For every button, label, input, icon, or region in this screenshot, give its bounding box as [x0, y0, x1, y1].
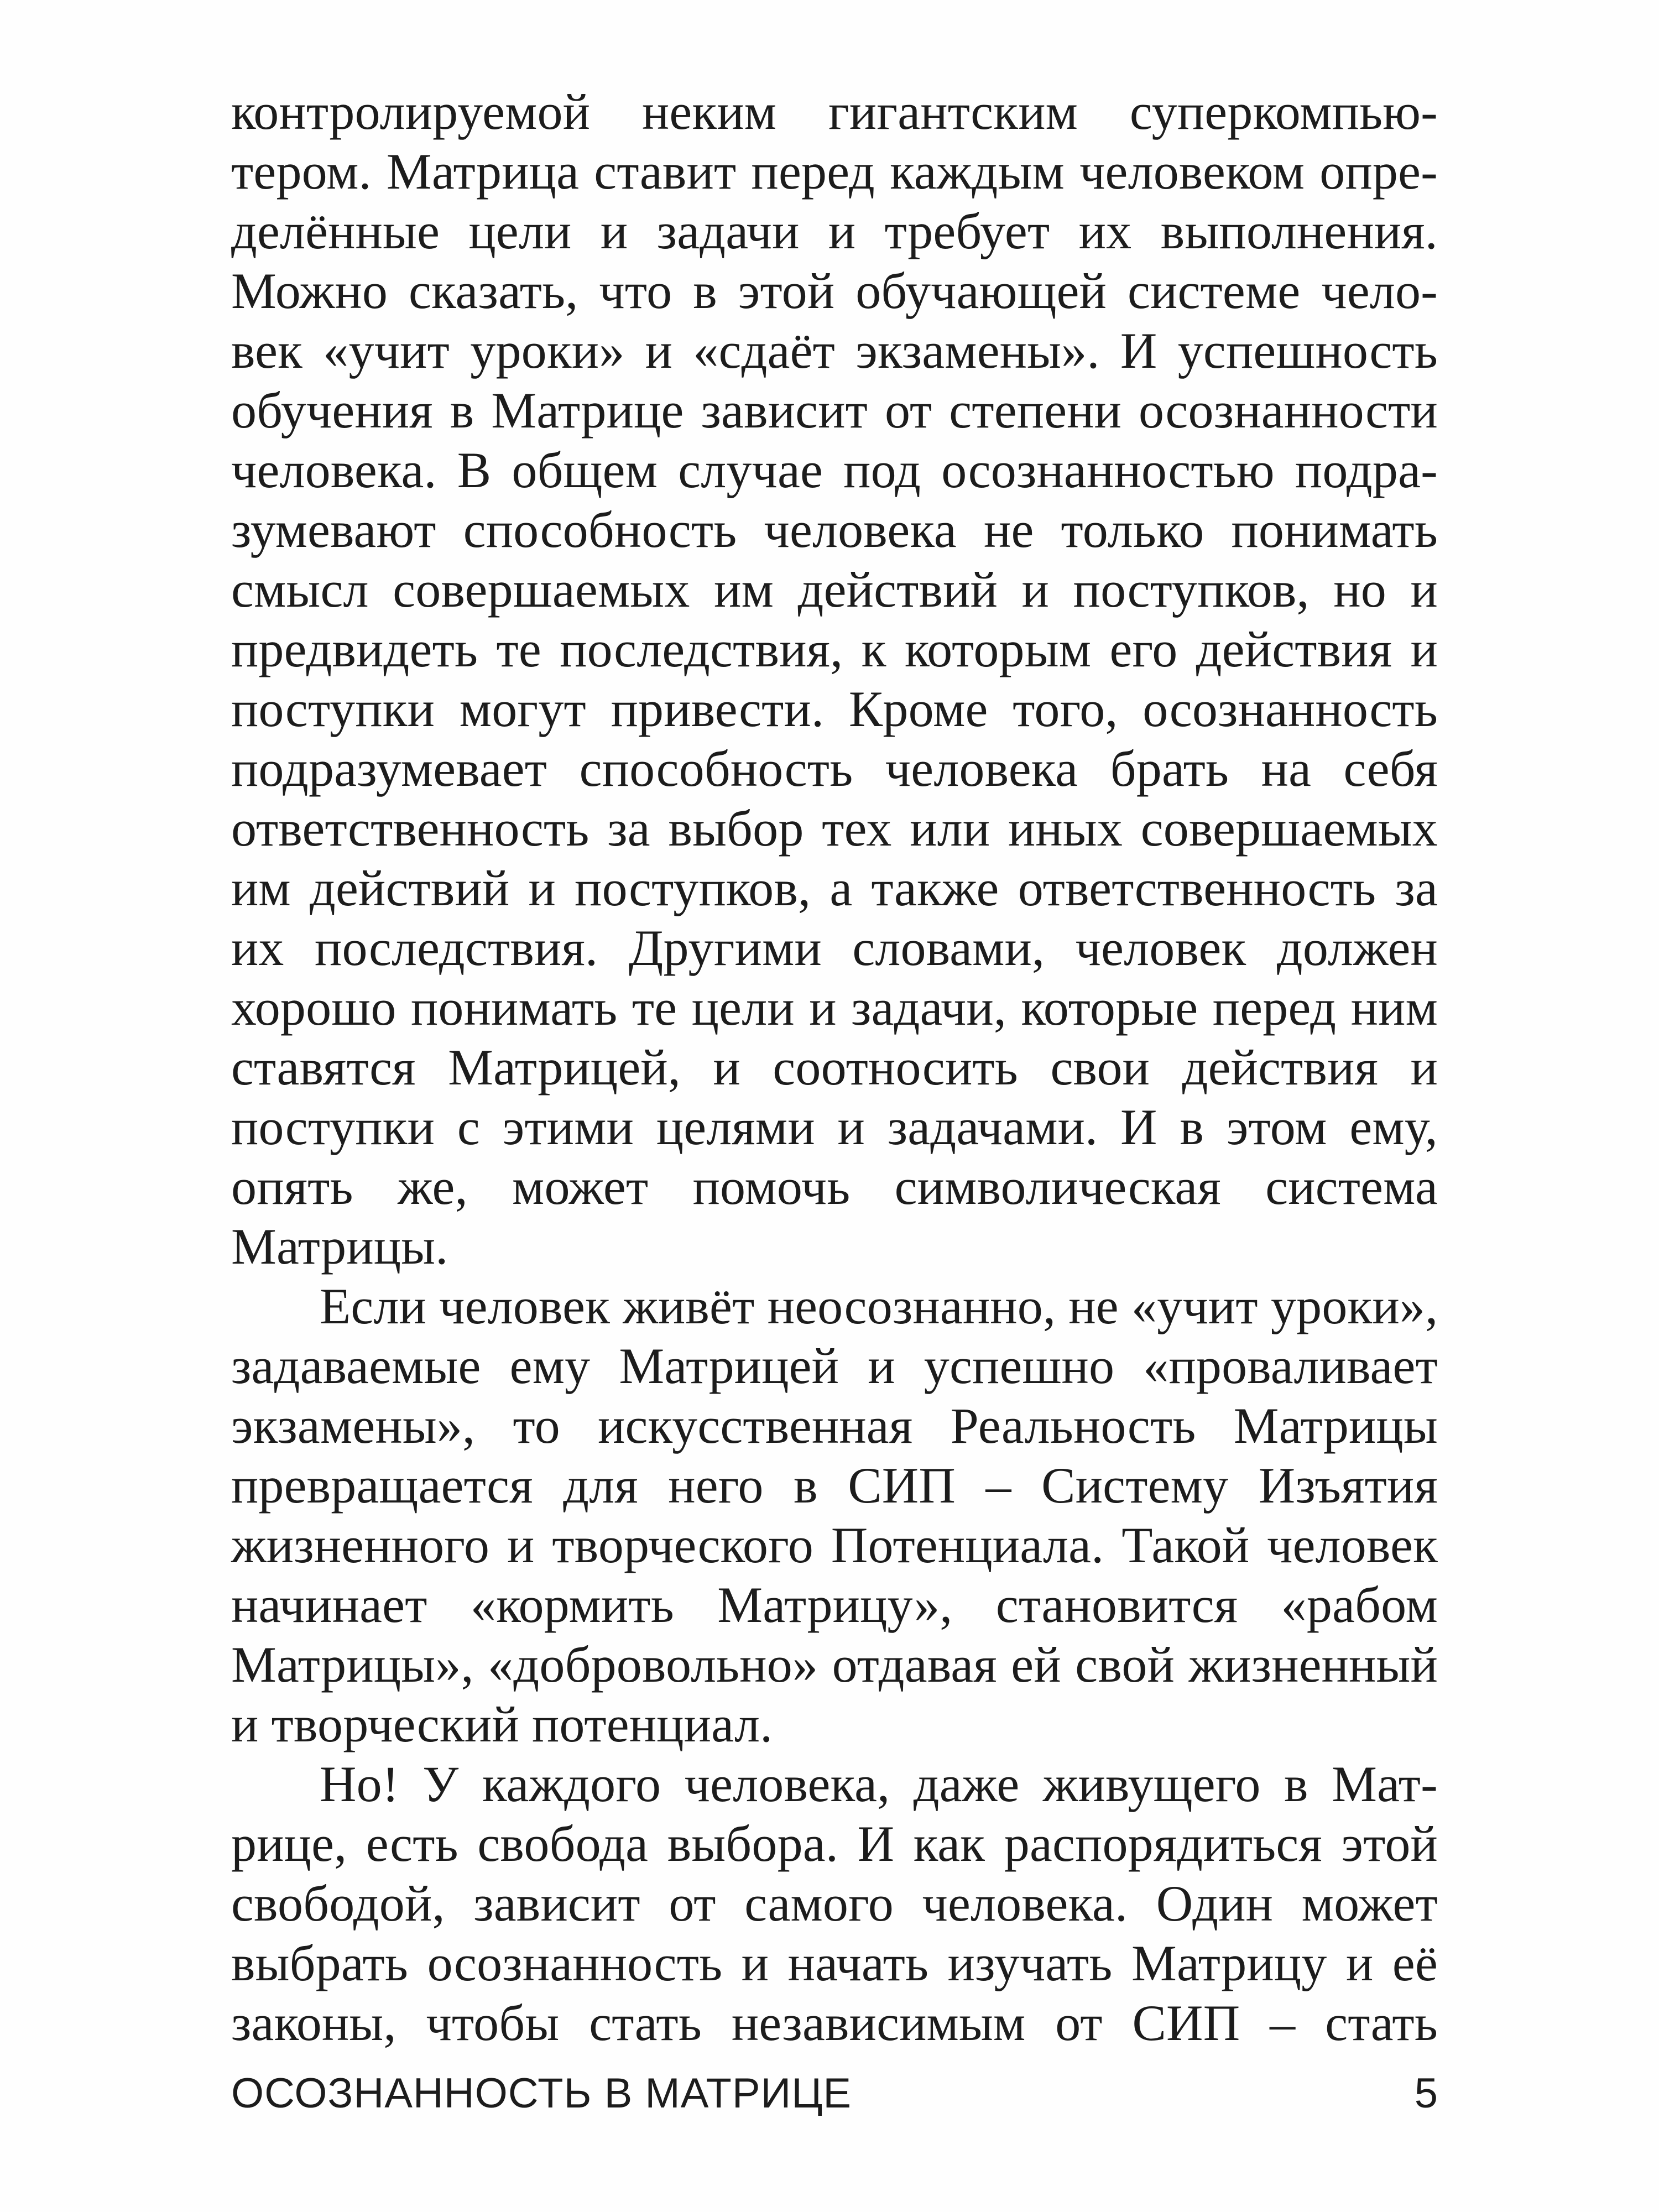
- text-line: поступки могут привести. Кроме того, осознанность: [231, 681, 1438, 737]
- body-text: [231, 82, 1438, 2053]
- text-line: хорошо понимать те цели и задачи, которые перед ним: [231, 979, 1438, 1036]
- text-line: жизненного и творческого Потенциала. Такой человек: [231, 1517, 1438, 1573]
- text-line: начинает «кормить Матрицу», становится «рабом: [231, 1577, 1438, 1633]
- page-footer: [231, 2069, 1438, 2130]
- text-line: задаваемые ему Матрицей и успешно «проваливает: [231, 1338, 1438, 1394]
- text-line: предвидеть те последствия, к которым его действия и: [231, 621, 1438, 677]
- text-line: Матрицы.: [231, 1218, 448, 1275]
- text-line: и творческий потенциал.: [231, 1696, 773, 1752]
- text-line: экзамены», то искусственная Реальность Матрицы: [231, 1397, 1438, 1454]
- text-line: делённые цели и задачи и требует их выполнения.: [231, 203, 1438, 259]
- text-line: законы, чтобы стать независимым от СИП – стать: [231, 1995, 1438, 2051]
- paragraph-first-line: Но! У каждого человека, даже живущего в Мат-: [320, 1756, 1438, 1812]
- text-line: превращается для него в СИП – Систему Изъятия: [231, 1457, 1438, 1514]
- text-line: Матрицы», «добровольно» отдавая ей свой жизненный: [231, 1636, 1438, 1693]
- text-line: выбрать осознанность и начать изучать Матрицу и её: [231, 1935, 1438, 1991]
- text-line: ставятся Матрицей, и соотносить свои действия и: [231, 1039, 1438, 1095]
- text-line: их последствия. Другими словами, человек должен: [231, 920, 1438, 976]
- text-line: опять же, может помочь символическая система: [231, 1159, 1438, 1215]
- text-line: век «учит уроки» и «сдаёт экзамены». И успешность: [231, 322, 1438, 379]
- text-line: ответственность за выбор тех или иных совершаемых: [231, 800, 1438, 857]
- text-line: поступки с этими целями и задачами. И в этом ему,: [231, 1099, 1438, 1155]
- text-line: обучения в Матрице зависит от степени осознанности: [231, 382, 1438, 439]
- text-line: подразумевает способность человека брать на себя: [231, 740, 1438, 797]
- text-line: им действий и поступков, а также ответственность за: [231, 860, 1438, 916]
- text-line: смысл совершаемых им действий и поступков, но и: [231, 561, 1438, 618]
- running-head: ОСОЗНАННОСТЬ В МАТРИЦЕ: [231, 2070, 852, 2117]
- text-line: рице, есть свобода выбора. И как распорядиться этой: [231, 1815, 1438, 1872]
- text-line: свободой, зависит от самого человека. Один может: [231, 1875, 1438, 1932]
- text-line: тером. Матрица ставит перед каждым человеком опре-: [231, 143, 1438, 200]
- text-line: Можно сказать, что в этой обучающей системе чело-: [231, 263, 1438, 319]
- text-line: зумевают способность человека не только понимать: [231, 502, 1438, 558]
- text-line: человека. В общем случае под осознанностью подра-: [231, 442, 1438, 498]
- paragraph-first-line: Если человек живёт неосознанно, не «учит уроки»,: [320, 1278, 1438, 1334]
- page-number: 5: [1414, 2070, 1438, 2117]
- text-line: контролируемой неким гигантским суперкомпью-: [231, 84, 1438, 140]
